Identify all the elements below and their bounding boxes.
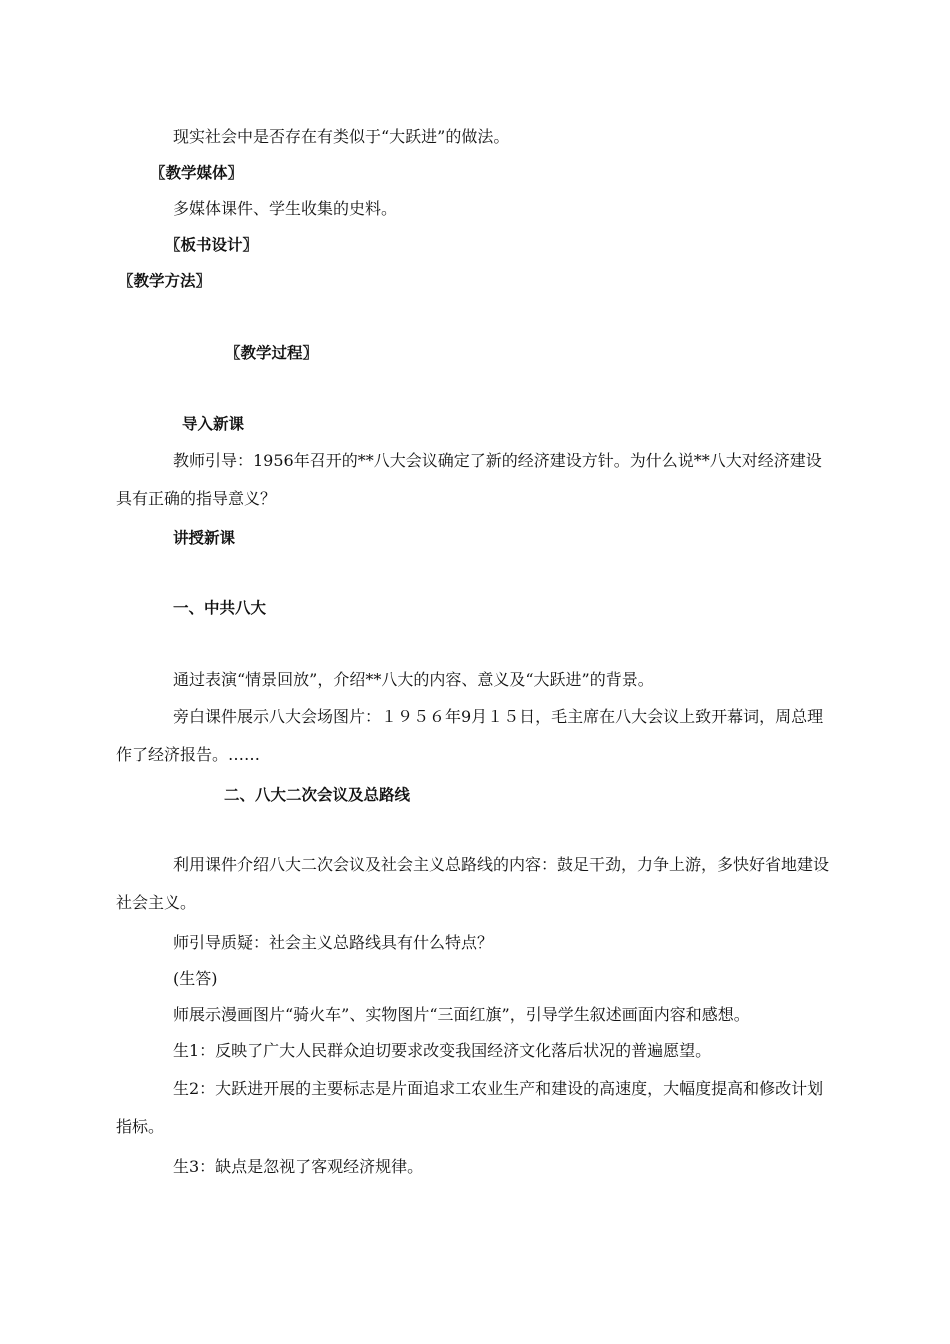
media-text: 多媒体课件、学生收集的史料。 xyxy=(173,199,398,218)
intro-line: 现实社会中是否存在有类似于“大跃进”的做法。 xyxy=(173,127,510,146)
section-1-paragraph-1: 通过表演“情景回放”，介绍**八大的内容、意义及“大跃进”的背景。 xyxy=(173,670,654,689)
section-1-heading: 一、中共八大 xyxy=(173,599,267,617)
section-2-paragraph-2: 师引导质疑：社会主义总路线具有什么特点？ xyxy=(173,933,494,952)
process-heading: 〖教学过程〗 xyxy=(225,344,319,362)
student-answer-3: 生3：缺点是忽视了客观经济规律。 xyxy=(173,1157,424,1176)
student-answer-1: 生1：反映了广大人民群众迫切要求改变我国经济文化落后状况的普遍愿望。 xyxy=(173,1041,712,1060)
lead-in-paragraph: 教师引导：1956年召开的**八大会议确定了新的经济建设方针。为什么说**八大对经济建设具有正确的指导意义？ xyxy=(116,451,822,508)
section-1-paragraph-2: 旁白课件展示八大会场图片：１９５６年9月１５日，毛主席在八大会议上致开幕词，周总理作了经济报告。…… xyxy=(116,707,824,764)
teach-heading: 讲授新课 xyxy=(173,529,236,547)
student-answer-2: 生2：大跃进开展的主要标志是片面追求工农业生产和建设的高速度，大幅度提高和修改计划指标。 xyxy=(116,1079,824,1136)
section-2-paragraph-1: 利用课件介绍八大二次会议及社会主义总路线的内容：鼓足干劲，力争上游，多快好省地建设社会主义。 xyxy=(116,855,830,912)
section-2-paragraph-3: 师展示漫画图片“骑火车”、实物图片“三面红旗”，引导学生叙述画面内容和感想。 xyxy=(173,1005,750,1024)
method-heading: 〖教学方法〗 xyxy=(118,272,212,290)
board-heading: 〖板书设计〗 xyxy=(165,236,259,254)
student-answer-note: (生答) xyxy=(173,969,218,988)
lead-in-heading: 导入新课 xyxy=(182,415,245,433)
section-2-heading: 二、八大二次会议及总路线 xyxy=(224,786,411,804)
media-heading: 〖教学媒体〗 xyxy=(150,164,244,182)
